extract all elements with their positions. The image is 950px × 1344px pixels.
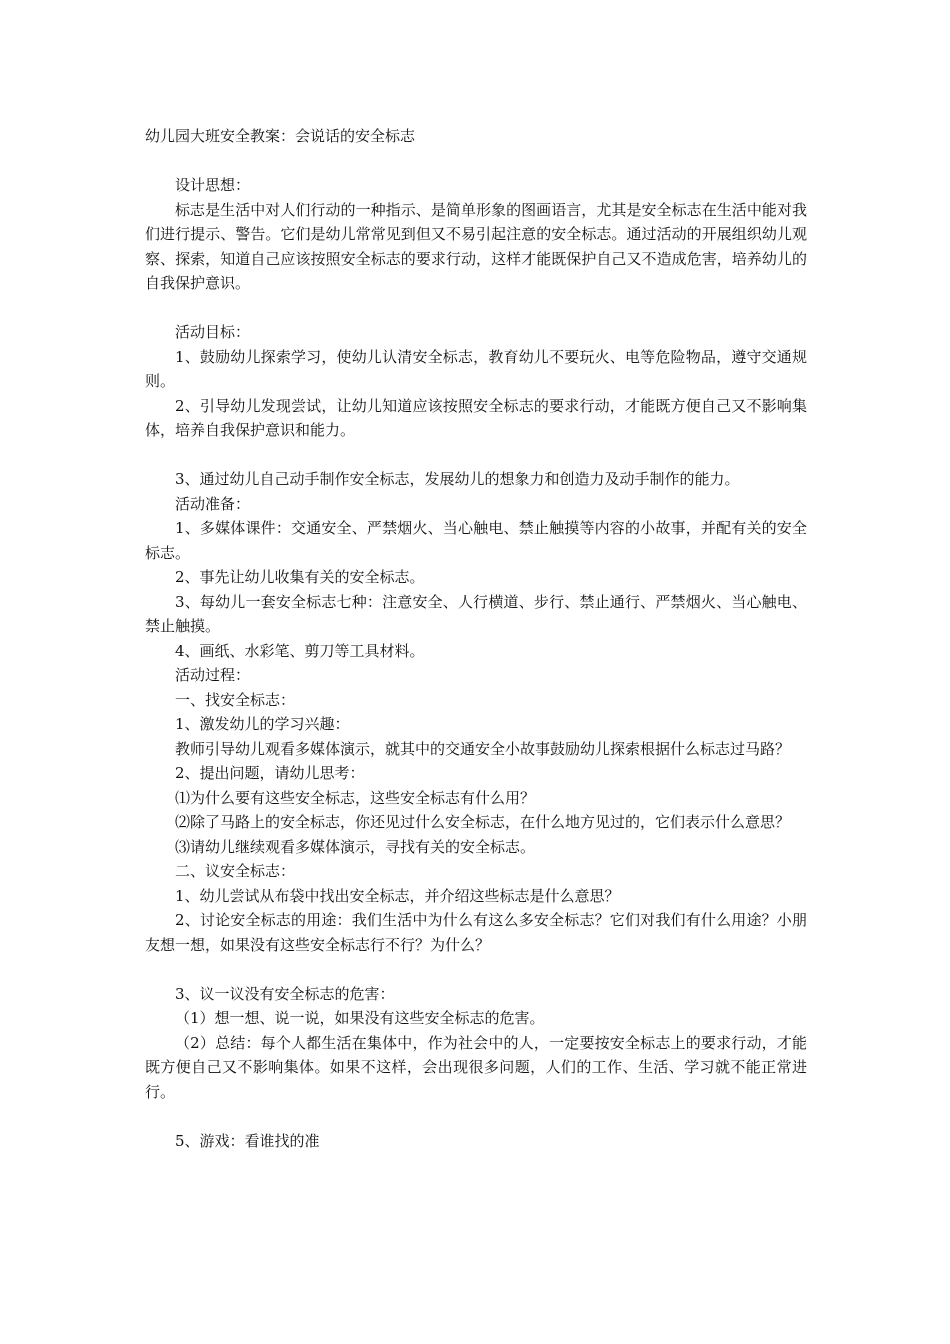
paragraph: 一、找安全标志： <box>175 690 296 709</box>
paragraph: ⑶请幼儿继续观看多媒体演示，寻找有关的安全标志。 <box>175 837 536 856</box>
paragraph: 活动目标： <box>175 323 251 341</box>
paragraph: 5、游戏：看谁找的准 <box>175 1131 320 1150</box>
paragraph: 2、引导幼儿发现尝试，让幼儿知道应该按照安全标志的要求行动，才能既方便自己又不影响集体，培养自我保护意识和能力。 <box>145 396 807 439</box>
paragraph: 1、多媒体课件：交通安全、严禁烟火、当心触电、禁止触摸等内容的小故事，并配有关的安全标志。 <box>145 519 807 562</box>
paragraph: 3、通过幼儿自己动手制作安全标志，发展幼儿的想象力和创造力及动手制作的能力。 <box>175 470 740 488</box>
paragraph: 4、画纸、水彩笔、剪刀等工具材料。 <box>175 641 425 660</box>
paragraph: 设计思想： <box>175 176 251 194</box>
paragraph: 2、讨论安全标志的用途：我们生活中为什么有这么多安全标志？它们对我们有什么用途？小朋友想一想，如果没有这些安全标志行不行？为什么？ <box>145 911 807 954</box>
paragraph: 3、每幼儿一套安全标志七种：注意安全、人行横道、步行、禁止通行、严禁烟火、当心触电、禁止触摸。 <box>145 592 807 635</box>
document-body <box>145 173 807 1153</box>
paragraph: 教师引导幼儿观看多媒体演示，就其中的交通安全小故事鼓励幼儿探索根据什么标志过马路？ <box>175 739 791 758</box>
paragraph: （2）总结：每个人都生活在集体中，作为社会中的人，一定要按安全标志上的要求行动，才能既方便自己又不影响集体。如果不这样，会出现很多问题，人们的工作、生活、学习就不能正常进行。 <box>145 1033 807 1101</box>
paragraph: ⑵除了马路上的安全标志，你还见过什么安全标志，在什么地方见过的，它们表示什么意思？ <box>175 813 791 831</box>
paragraph: 3、议一议没有安全标志的危害： <box>175 984 395 1003</box>
paragraph: ⑴为什么要有这些安全标志，这些安全标志有什么用？ <box>175 788 536 807</box>
paragraph: 二、议安全标志： <box>175 862 296 880</box>
paragraph: 1、激发幼儿的学习兴趣： <box>175 715 350 733</box>
document-title: 幼儿园大班安全教案：会说话的安全标志 <box>145 127 416 145</box>
paragraph: 活动过程： <box>175 666 251 684</box>
paragraph: 2、提出问题，请幼儿思考： <box>175 764 365 782</box>
paragraph: 1、幼儿尝试从布袋中找出安全标志，并介绍这些标志是什么意思？ <box>175 886 620 905</box>
paragraph: 1、鼓励幼儿探索学习，使幼儿认清安全标志，教育幼儿不要玩火、电等危险物品，遵守交通规则。 <box>145 347 807 390</box>
paragraph: 标志是生活中对人们行动的一种指示、是简单形象的图画语言，尤其是安全标志在生活中能对我们进行提示、警告。它们是幼儿常常见到但又不易引起注意的安全标志。通过活动的开展组织幼儿观察、探索，知道自己应该按照安全标志的要求行动，这样才能既保护自己又不造成危害，培养幼儿的自我保护意识。 <box>145 200 807 292</box>
paragraph: 活动准备： <box>175 494 251 513</box>
paragraph: （1）想一想、说一说，如果没有这些安全标志的危害。 <box>175 1009 545 1027</box>
paragraph: 2、事先让幼儿收集有关的安全标志。 <box>175 568 425 586</box>
